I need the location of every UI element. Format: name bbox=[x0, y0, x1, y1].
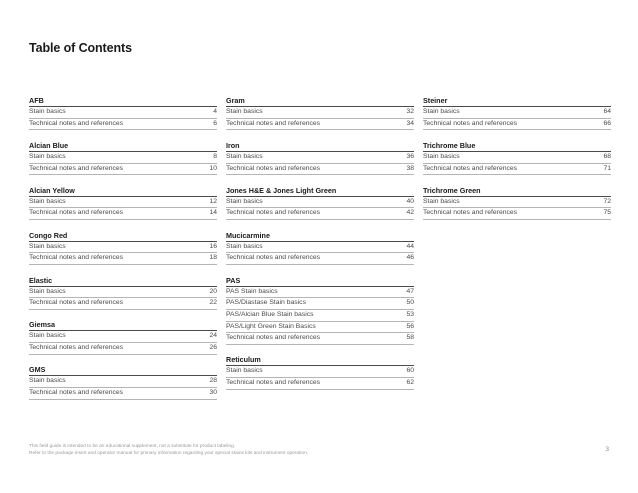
footer-line-1: This field guide is intended to be an educational supplement, not a substitute for product labeling. bbox=[29, 444, 236, 449]
entry-page-number: 46 bbox=[406, 254, 414, 262]
toc-section bbox=[29, 141, 217, 175]
entry-label: Stain basics bbox=[226, 152, 263, 160]
toc-section bbox=[29, 365, 217, 399]
toc-section bbox=[29, 96, 217, 130]
entry-page-number: 60 bbox=[406, 367, 414, 375]
entry-page-number: 10 bbox=[209, 164, 217, 172]
entry-label: Technical notes and references bbox=[29, 209, 124, 217]
section-heading: Alcian Blue bbox=[29, 141, 217, 152]
toc-entry[interactable] bbox=[29, 242, 217, 254]
entry-page-number: 71 bbox=[603, 164, 611, 172]
entry-label: Stain basics bbox=[226, 367, 263, 375]
section-heading: Alcian Yellow bbox=[29, 186, 217, 197]
toc-section bbox=[226, 141, 414, 175]
entry-label: Stain basics bbox=[226, 197, 263, 205]
toc-section bbox=[29, 320, 217, 354]
section-heading: PAS bbox=[226, 276, 414, 287]
entry-page-number: 72 bbox=[603, 197, 611, 205]
entry-label: Stain basics bbox=[29, 242, 66, 250]
toc-section bbox=[423, 96, 611, 130]
entry-label: Technical notes and references bbox=[29, 119, 124, 127]
toc-entry[interactable] bbox=[226, 119, 414, 131]
entry-page-number: 32 bbox=[406, 108, 414, 115]
toc-entry[interactable] bbox=[29, 208, 217, 220]
toc-entry[interactable] bbox=[29, 119, 217, 131]
section-heading: Trichrome Blue bbox=[423, 141, 611, 152]
toc-entry[interactable] bbox=[423, 197, 611, 209]
section-heading: Reticulum bbox=[226, 355, 414, 366]
entry-page-number: 40 bbox=[406, 197, 414, 205]
entry-label: PAS Stain basics bbox=[226, 287, 278, 295]
page-title: Table of Contents bbox=[29, 41, 132, 55]
section-heading: Iron bbox=[226, 141, 414, 152]
entry-page-number: 28 bbox=[209, 377, 217, 385]
toc-section bbox=[423, 141, 611, 175]
toc-column-1 bbox=[29, 96, 217, 410]
entry-page-number: 24 bbox=[209, 332, 217, 340]
entry-page-number: 53 bbox=[406, 310, 414, 318]
entry-label: PAS/Light Green Stain Basics bbox=[226, 322, 316, 330]
toc-section bbox=[226, 96, 414, 130]
entry-label: Stain basics bbox=[29, 287, 66, 295]
section-heading: Steiner bbox=[423, 96, 611, 107]
toc-entry[interactable] bbox=[423, 208, 611, 220]
entry-label: Technical notes and references bbox=[226, 164, 321, 172]
toc-entry[interactable] bbox=[423, 107, 611, 119]
entry-page-number: 12 bbox=[209, 197, 217, 205]
entry-page-number: 56 bbox=[406, 322, 414, 330]
toc-section bbox=[226, 231, 414, 265]
toc-entry[interactable] bbox=[226, 378, 414, 390]
entry-page-number: 68 bbox=[603, 152, 611, 160]
toc-entry[interactable] bbox=[226, 164, 414, 176]
toc-entry[interactable] bbox=[29, 197, 217, 209]
entry-label: Technical notes and references bbox=[226, 334, 321, 342]
section-heading: Gram bbox=[226, 96, 414, 107]
entry-label: Technical notes and references bbox=[29, 254, 124, 262]
toc-section bbox=[226, 355, 414, 389]
footer-line-2: Refer to the package insert and operator manual for primary information regarding your special stains kits and instrument operation. bbox=[29, 451, 309, 456]
toc-entry[interactable] bbox=[29, 152, 217, 164]
toc-section bbox=[29, 231, 217, 265]
toc-entry[interactable] bbox=[226, 152, 414, 164]
entry-label: Stain basics bbox=[29, 332, 66, 340]
entry-label: Technical notes and references bbox=[423, 209, 518, 217]
toc-entry[interactable] bbox=[226, 208, 414, 220]
entry-label: Stain basics bbox=[29, 108, 66, 115]
toc-entry[interactable] bbox=[226, 310, 414, 322]
toc-section bbox=[29, 186, 217, 220]
section-heading: Congo Red bbox=[29, 231, 217, 242]
entry-label: Stain basics bbox=[226, 242, 263, 250]
toc-entry[interactable] bbox=[226, 333, 414, 345]
section-heading: Jones H&E & Jones Light Green bbox=[226, 186, 414, 197]
footer-disclaimer bbox=[29, 443, 308, 457]
entry-label: Stain basics bbox=[423, 108, 460, 115]
entry-page-number: 14 bbox=[209, 209, 217, 217]
entry-page-number: 47 bbox=[406, 287, 414, 295]
toc-entry[interactable] bbox=[423, 119, 611, 131]
toc-section bbox=[423, 186, 611, 220]
entry-page-number: 75 bbox=[603, 209, 611, 217]
toc-column-3 bbox=[423, 96, 611, 231]
entry-page-number: 8 bbox=[213, 152, 217, 160]
entry-page-number: 62 bbox=[406, 379, 414, 387]
entry-label: Stain basics bbox=[29, 377, 66, 385]
toc-entry[interactable] bbox=[226, 197, 414, 209]
entry-page-number: 4 bbox=[213, 108, 217, 115]
entry-page-number: 20 bbox=[209, 287, 217, 295]
toc-entry[interactable] bbox=[29, 376, 217, 388]
entry-page-number: 34 bbox=[406, 119, 414, 127]
entry-page-number: 38 bbox=[406, 164, 414, 172]
entry-page-number: 44 bbox=[406, 242, 414, 250]
toc-entry[interactable] bbox=[226, 366, 414, 378]
section-heading: Trichrome Green bbox=[423, 186, 611, 197]
entry-page-number: 30 bbox=[209, 388, 217, 396]
entry-page-number: 6 bbox=[213, 119, 217, 127]
entry-label: Stain basics bbox=[29, 197, 66, 205]
section-heading: Giemsa bbox=[29, 320, 217, 331]
toc-entry[interactable] bbox=[226, 298, 414, 310]
entry-page-number: 18 bbox=[209, 254, 217, 262]
toc-section bbox=[226, 186, 414, 220]
entry-label: Technical notes and references bbox=[226, 379, 321, 387]
section-heading: GMS bbox=[29, 365, 217, 376]
entry-page-number: 26 bbox=[209, 344, 217, 352]
toc-entry[interactable] bbox=[226, 253, 414, 265]
toc-entry[interactable] bbox=[423, 152, 611, 164]
toc-entry[interactable] bbox=[29, 331, 217, 343]
entry-label: Stain basics bbox=[226, 108, 263, 115]
toc-entry[interactable] bbox=[29, 287, 217, 299]
toc-section bbox=[29, 276, 217, 310]
entry-label: Technical notes and references bbox=[29, 344, 124, 352]
toc-section bbox=[226, 276, 414, 345]
toc-entry[interactable] bbox=[29, 253, 217, 265]
entry-page-number: 66 bbox=[603, 119, 611, 127]
entry-page-number: 16 bbox=[209, 242, 217, 250]
section-heading: AFB bbox=[29, 96, 217, 107]
entry-page-number: 22 bbox=[209, 299, 217, 307]
toc-entry[interactable] bbox=[226, 107, 414, 119]
toc-entry[interactable] bbox=[423, 164, 611, 176]
section-heading: Elastic bbox=[29, 276, 217, 287]
entry-label: Technical notes and references bbox=[226, 119, 321, 127]
entry-label: Technical notes and references bbox=[29, 388, 124, 396]
entry-label: Technical notes and references bbox=[226, 209, 321, 217]
section-heading: Mucicarmine bbox=[226, 231, 414, 242]
toc-entry[interactable] bbox=[29, 164, 217, 176]
page-number: 3 bbox=[605, 446, 609, 453]
entry-label: Stain basics bbox=[29, 152, 66, 160]
toc-entry[interactable] bbox=[29, 107, 217, 119]
entry-label: Technical notes and references bbox=[423, 164, 518, 172]
entry-label: PAS/Diastase Stain basics bbox=[226, 299, 306, 307]
toc-entry[interactable] bbox=[29, 298, 217, 310]
entry-label: Technical notes and references bbox=[29, 164, 124, 172]
entry-page-number: 36 bbox=[406, 152, 414, 160]
toc-column-2 bbox=[226, 96, 414, 400]
entry-label: Technical notes and references bbox=[226, 254, 321, 262]
toc-entry[interactable] bbox=[226, 322, 414, 334]
entry-page-number: 50 bbox=[406, 299, 414, 307]
toc-entry[interactable] bbox=[226, 242, 414, 254]
entry-label: Stain basics bbox=[423, 197, 460, 205]
entry-page-number: 64 bbox=[603, 108, 611, 115]
entry-label: PAS/Alcian Blue Stain basics bbox=[226, 310, 314, 318]
toc-entry[interactable] bbox=[29, 343, 217, 355]
entry-label: Technical notes and references bbox=[29, 299, 124, 307]
toc-entry[interactable] bbox=[29, 388, 217, 400]
toc-entry[interactable] bbox=[226, 287, 414, 299]
entry-label: Technical notes and references bbox=[423, 119, 518, 127]
entry-page-number: 58 bbox=[406, 334, 414, 342]
entry-page-number: 42 bbox=[406, 209, 414, 217]
entry-label: Stain basics bbox=[423, 152, 460, 160]
